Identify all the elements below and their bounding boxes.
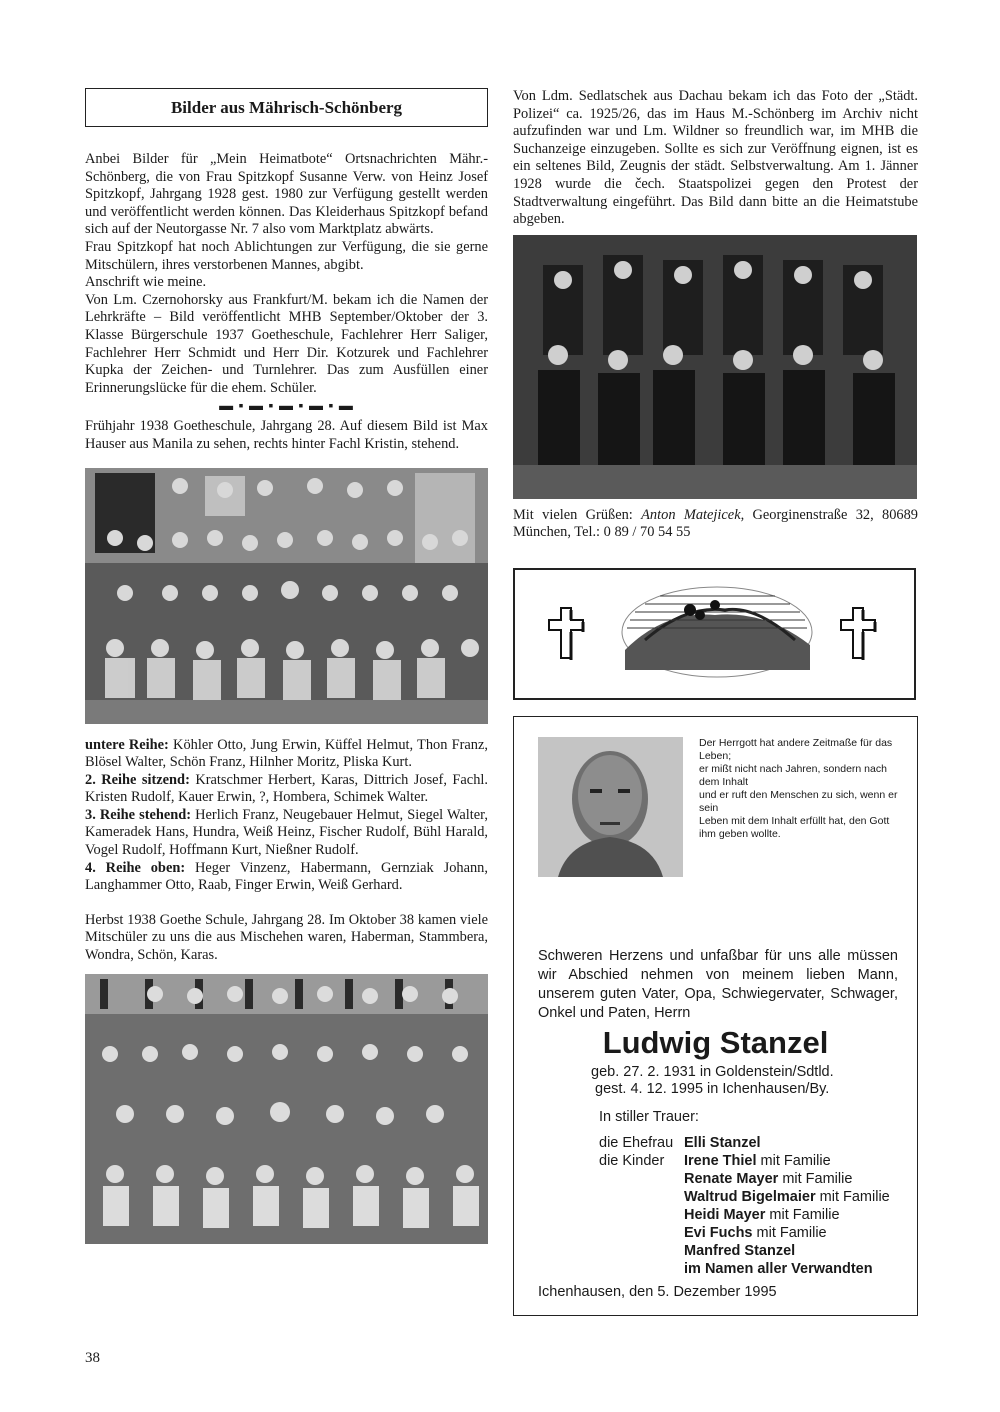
obituary-notice (513, 716, 918, 1316)
row-label: 4. Reihe oben: (85, 859, 186, 876)
page-number: 38 (85, 1350, 100, 1366)
row-text: Heger Vinzenz, Habermann, Gernziak Johann, Langhammer Otto, Raab, Finger Erwin, Weiß Gerhard. (85, 859, 488, 894)
family-entry (599, 1170, 890, 1188)
cross-icon (841, 608, 875, 660)
cross-icon (549, 608, 583, 660)
name-list (85, 737, 488, 895)
right-column (513, 88, 918, 542)
family-label: die Kinder (599, 1153, 665, 1169)
family-name: Evi Fuchs (684, 1225, 753, 1241)
quote-line: Leben mit dem Inhalt erfüllt hat, den Gott ihm geben wollte. (699, 815, 890, 840)
row-label: 2. Reihe sitzend: (85, 771, 190, 788)
quote-line: er mißt nicht nach Jahren, sondern nach dem Inhalt (699, 763, 887, 788)
family-list (599, 1134, 890, 1278)
obituary-quote (699, 737, 899, 841)
family-entry (599, 1206, 890, 1224)
paragraph-2: Frau Spitzkopf hat noch Ablichtungen zur Verfügung, die sie gerne Mitschülern, ihres verstorbenen Mannes, abgibt. (85, 238, 488, 273)
paragraph-5: Frühjahr 1938 Goetheschule, Jahrgang 28. Auf diesem Bild ist Max Hauser aus Manila zu sehen, rechts hinter Fachl Kristin, stehend. (85, 418, 488, 452)
family-label: die Ehefrau (599, 1135, 674, 1151)
family-suffix: mit Familie (815, 1189, 890, 1205)
family-entry (599, 1260, 890, 1278)
family-entry (599, 1242, 890, 1260)
family-name: Renate Mayer (684, 1171, 779, 1187)
greeting-address: Georginenstraße 32, 80689 München, Tel.: 0 89 / 70 54 55 (513, 506, 919, 541)
row-text: Kratschmer Herbert, Karas, Dittrich Josef, Fachl. Kristen Rudolf, Kauer Erwin, ?, Hombera, Schimek Walter. (85, 771, 488, 806)
family-entry (599, 1188, 890, 1206)
row-caption (85, 807, 488, 860)
paragraph-3: Anschrift wie meine. (85, 274, 207, 291)
greeting (513, 507, 918, 542)
family-name: Elli Stanzel (684, 1135, 761, 1151)
family-suffix: mit Familie (778, 1171, 853, 1187)
quote-line: Der Herrgott hat andere Zeitmaße für das Leben; (699, 737, 893, 762)
portrait-photo (538, 737, 683, 877)
paragraph-6: Herbst 1938 Goethe Schule, Jahrgang 28. Im Oktober 38 kamen viele Mitschüler zu uns die aus Mischehen waren, Haberman, Stammbera, Wondra, Schön, Karas. (85, 911, 488, 964)
paragraph-4: Von Lm. Czernohorsky aus Frankfurt/M. bekam ich die Namen der Lehrkräfte – Bild veröffentlicht MHB September/Oktober der 3. Klasse Bürgerschule 1937 Goetheschule, Fachlehrer Herr Saliger, Fachlehrer Herr Schmidt und Herr Dir. Kotzurek und Fachlehrer Kupka der Zeichen- und Turnlehrer. Das zum Ausfüllen einer Erinnerungslücke für die ehem. Schüler. (85, 291, 488, 396)
row-caption (85, 737, 488, 772)
mourning-emblem (515, 570, 914, 698)
landscape-vignette-icon (622, 587, 812, 677)
class-photo-spring-1938 (85, 468, 488, 724)
greeting-author: Anton Matejicek, (641, 506, 745, 523)
class-photo-autumn-1938 (85, 974, 488, 1244)
row-caption (85, 860, 488, 895)
place-and-date: Ichenhausen, den 5. Dezember 1995 (538, 1284, 777, 1300)
row-label: 3. Reihe stehend: (85, 806, 192, 823)
intro-paragraph: Anbei Bilder für „Mein Heimatbote“ Ortsnachrichten Mähr.-Schönberg, die von Frau Spitzkopf Susanne Verw. von Heinz Josef Spitzkopf, Jahrgang 1928 gest. 1980 zur Verfügung gestellt werden und veröffentlicht werden können. Das Kleiderhaus Spitzkopf befand sich auf der Neutorgasse Nr. 7 also vom Marktplatz abwärts. (85, 151, 488, 238)
family-suffix: mit Familie (756, 1153, 831, 1169)
row-caption (85, 772, 488, 807)
family-entry (599, 1224, 890, 1242)
quote-line: und er ruft den Menschen zu sich, wenn er sein (699, 789, 898, 814)
family-name: im Namen aller Verwandten (684, 1261, 873, 1277)
family-entry (599, 1152, 890, 1170)
death-date: gest. 4. 12. 1995 in Ichenhausen/By. (595, 1081, 830, 1097)
deceased-name: Ludwig Stanzel (602, 1025, 829, 1060)
family-name: Manfred Stanzel (684, 1243, 796, 1259)
row-text: Köhler Otto, Jung Erwin, Küffel Helmut, Thon Franz, Blösel Walter, Schön Franz, Hilnher Moritz, Pliska Kurt. (85, 736, 488, 771)
row-label: untere Reihe: (85, 736, 169, 753)
family-wife (599, 1134, 890, 1152)
birth-date: geb. 27. 2. 1931 in Goldenstein/Sdtld. (591, 1064, 834, 1080)
mourning-line: In stiller Trauer: (599, 1109, 699, 1125)
police-photo-paragraph: Von Ldm. Sedlatschek aus Dachau bekam ich das Foto der „Städt. Polizei“ ca. 1925/26, das im Haus M.-Schönberg im Archiv nicht aufzufinden war und Lm. Wildner so freundlich war, im MHB die Suchanzeige einzugeben. Sollte es sich zur Veröffnung eignen, ist es ein seltenes Bild, Zeugnis der städt. Selbstverwaltung. Am 1. Jänner 1928 wurde die čech. Staatspolizei gegen den Protest der Stadtverwaltung eingeführt. Das Bild dann bitte an die Heimatstube abgeben. (513, 88, 918, 228)
police-photo (513, 235, 917, 499)
family-name: Waltrud Bigelmaier (684, 1189, 816, 1205)
article-title-box (85, 88, 488, 127)
family-name: Irene Thiel (684, 1153, 757, 1169)
section-divider: ▬ ▪ ▬ ▪ ▬ ▪ ▬ ▪ ▬ (219, 399, 354, 415)
family-suffix: mit Familie (752, 1225, 827, 1241)
article-title: Bilder aus Mährisch-Schönberg (170, 97, 403, 117)
obituary-dates (591, 1064, 834, 1098)
mourning-emblem-box (513, 568, 916, 700)
greeting-prefix: Mit vielen Grüßen: (513, 506, 642, 523)
left-column (85, 88, 488, 1244)
obituary-announcement: Schweren Herzens und unfaßbar für uns alle müssen wir Abschied nehmen von meinem lieben Mann, unserem guten Vater, Opa, Schwiegervater, Schwager, Onkel und Paten, Herrn (538, 948, 898, 1021)
family-suffix: mit Familie (765, 1207, 840, 1223)
row-text: Herlich Franz, Neugebauer Helmut, Siegel Walter, Kameradek Hans, Hundra, Weiß Heinz, Fischer Rudolf, Bühl Harald, Vogel Rudolf, Hoffmann Kurt, Nießner Rudolf. (85, 806, 488, 859)
family-name: Heidi Mayer (684, 1207, 766, 1223)
